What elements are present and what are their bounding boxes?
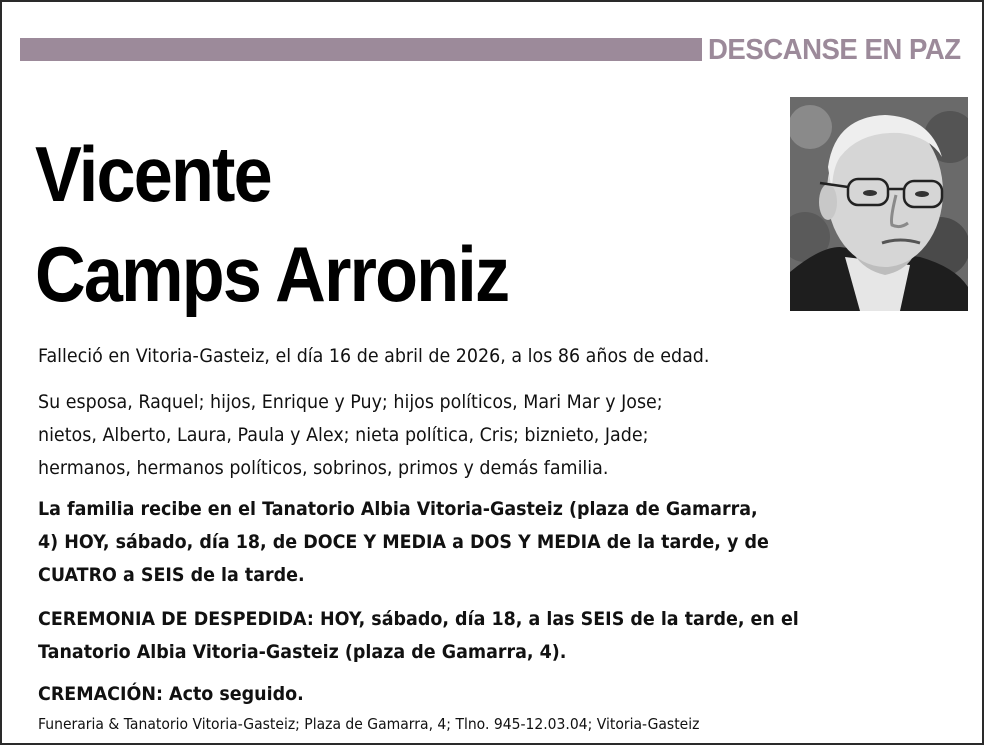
family-line: hermanos, hermanos políticos, sobrinos, primos y demás familia.: [38, 457, 609, 479]
header-accent-bar: [20, 38, 702, 61]
deceased-first-name: Vicente: [35, 130, 271, 218]
deceased-surnames: Camps Arroniz: [35, 230, 509, 318]
reception-info: [38, 493, 884, 592]
family-members: [38, 386, 884, 485]
reception-line: CUATRO a SEIS de la tarde.: [38, 564, 305, 586]
funeral-home-footer: Funeraria & Tanatorio Vitoria-Gasteiz; Plaza de Gamarra, 4; Tlno. 945-12.03.04; Vitoria-Gasteiz: [38, 715, 700, 733]
reception-line: 4) HOY, sábado, día 18, de DOCE Y MEDIA a DOS Y MEDIA de la tarde, y de: [38, 531, 769, 553]
portrait-photo: [790, 97, 968, 311]
portrait-image-icon: [790, 97, 968, 311]
ceremony-info: [38, 603, 884, 669]
family-line: Su esposa, Raquel; hijos, Enrique y Puy; hijos políticos, Mari Mar y Jose;: [38, 391, 663, 413]
cremation-info: CREMACIÓN: Acto seguido.: [38, 683, 304, 705]
deceased-name: [35, 130, 508, 324]
reception-line: La familia recibe en el Tanatorio Albia Vitoria-Gasteiz (plaza de Gamarra,: [38, 498, 758, 520]
ceremony-line: CEREMONIA DE DESPEDIDA: HOY, sábado, día 18, a las SEIS de la tarde, en el: [38, 608, 799, 630]
family-line: nietos, Alberto, Laura, Paula y Alex; nieta política, Cris; biznieto, Jade;: [38, 424, 649, 446]
death-announcement: Falleció en Vitoria-Gasteiz, el día 16 de abril de 2026, a los 86 años de edad.: [38, 345, 710, 367]
ceremony-line: Tanatorio Albia Vitoria-Gasteiz (plaza de Gamarra, 4).: [38, 641, 567, 663]
header-title: DESCANSE EN PAZ: [708, 34, 961, 66]
